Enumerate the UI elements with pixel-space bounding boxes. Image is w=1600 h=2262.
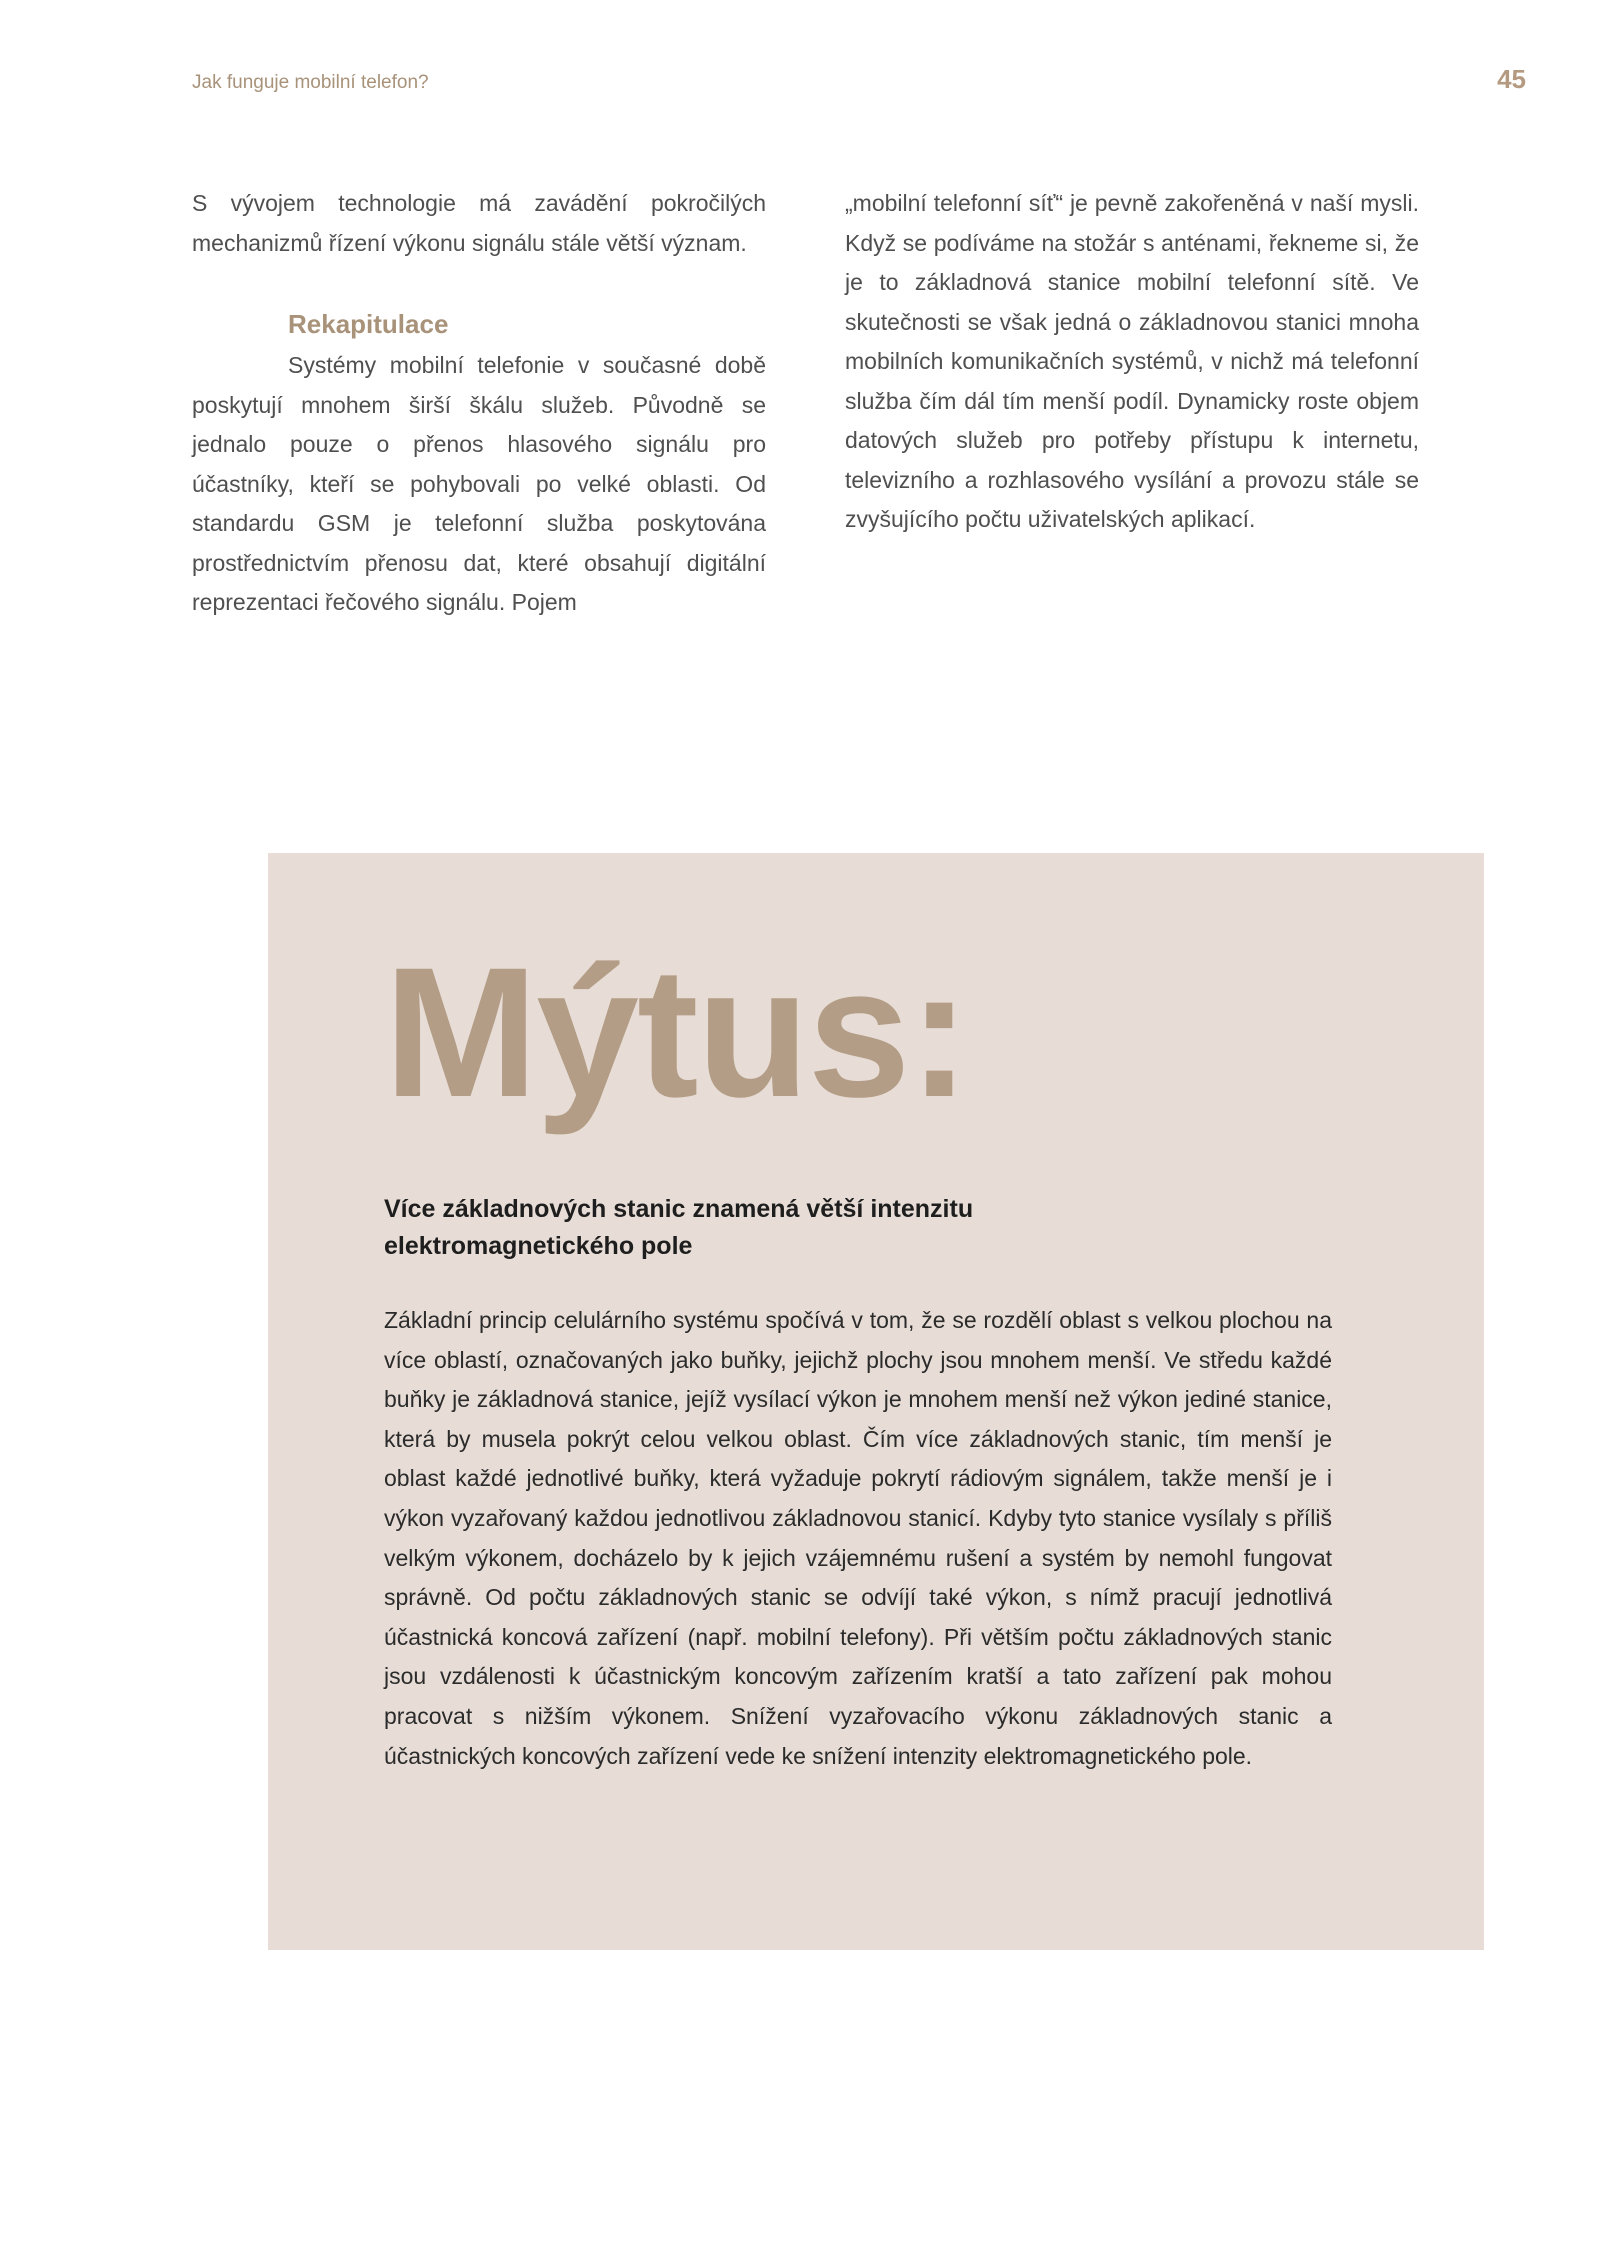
paragraph-spacer xyxy=(192,263,766,302)
intro-paragraph: S vývojem technologie má zavádění pokročilých mechanizmů řízení výkonu signálu stále větší význam. xyxy=(192,190,766,256)
right-column xyxy=(845,184,1419,540)
left-column xyxy=(192,184,766,623)
myth-box xyxy=(268,853,1484,1950)
section-paragraph: Systémy mobilní telefonie v současné době poskytují mnohem širší škálu služeb. Původně se jednalo pouze o přenos hlasového signálu pro účastníky, kteří se pohybovali po velké oblasti. Od standardu GSM je telefonní služba poskytována prostřednictvím přenosu dat, které obsahují digitální reprezentaci řečového signálu. Pojem xyxy=(192,352,766,615)
section-heading: Rekapitulace xyxy=(288,309,449,339)
myth-title: Mýtus: xyxy=(384,930,969,1136)
page-number: 45 xyxy=(1497,64,1526,94)
running-head: Jak funguje mobilní telefon? xyxy=(192,72,429,93)
myth-subtitle: Více základnových stanic znamená větší intenzitu elektromagnetického pole xyxy=(384,1195,974,1260)
continued-paragraph: „mobilní telefonní síť“ je pevně zakořeněná v naší mysli. Když se podíváme na stožár s anténami, řekneme si, že je to základnová stanice mobilní telefonní sítě. Ve skutečnosti se však jedná o základnovou stanici mnoha mobilních komunikačních systémů, v nichž má telefonní služba čím dál tím menší podíl. Dynamicky roste objem datových služeb pro potřeby přístupu k internetu, televizního a rozhlasového vysílání a provozu stále se zvyšujícího počtu uživatelských aplikací. xyxy=(845,190,1419,532)
myth-body-text: Základní princip celulárního systému spočívá v tom, že se rozdělí oblast s velkou plochou na více oblastí, označovaných jako buňky, jejichž plochy jsou mnohem menší. Ve středu každé buňky je základnová stanice, jejíž vysílací výkon je mnohem menší než výkon jediné stanice, která by musela pokrýt celou velkou oblast. Čím více základnových stanic, tím menší je oblast každé jednotlivé buňky, která vyžaduje pokrytí rádiovým signálem, takže menší je i výkon vyzařovaný každou jednotlivou základnovou stanicí. Kdyby tyto stanice vysílaly s příliš velkým výkonem, docházelo by k jejich vzájemnému rušení a systém by nemohl fungovat správně. Od počtu základnových stanic se odvíjí také výkon, s nímž pracují jednotlivá účastnická koncová zařízení (např. mobilní telefony). Při větším počtu základnových stanic jsou vzdálenosti k účastnickým koncovým zařízením kratší a tato zařízení pak mohou pracovat s nižším výkonem. Snížení vyzařovacího výkonu základnových stanic a účastnických koncových zařízení vede ke snížení intenzity elektromagnetického pole. xyxy=(384,1307,1332,1769)
